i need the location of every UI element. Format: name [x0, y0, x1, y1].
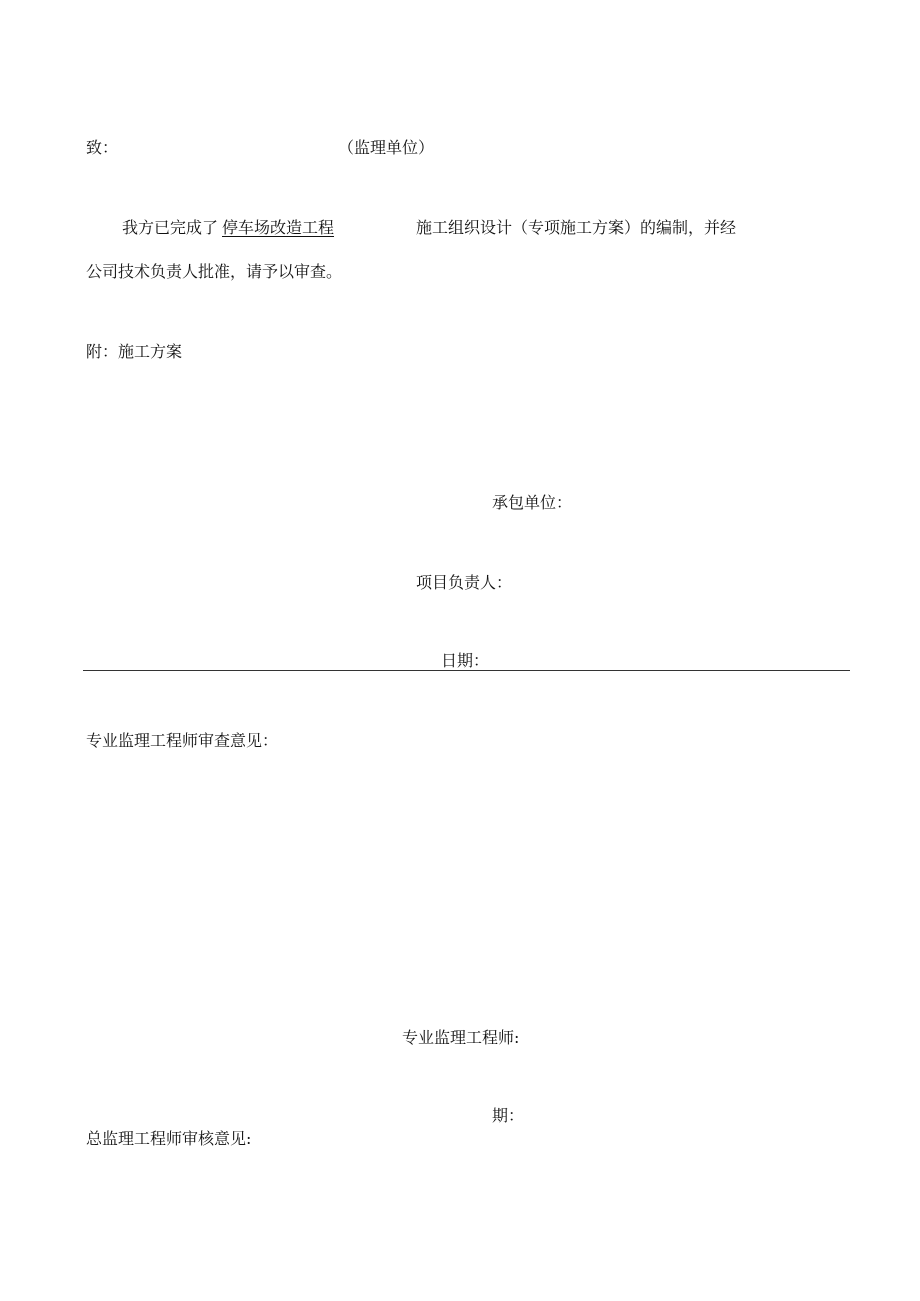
supervisor-unit-label: （监理单位） — [338, 138, 435, 157]
attachment-line: 附：施工方案 — [86, 342, 183, 361]
section-divider — [83, 670, 850, 671]
specialist-opinion-label: 专业监理工程师审查意见： — [86, 731, 279, 750]
specialist-date-label: 期： — [492, 1106, 525, 1125]
project-manager-label: 项目负责人： — [416, 573, 513, 592]
specialist-signer-label: 专业监理工程师: — [402, 1028, 520, 1047]
contractor-unit-label: 承包单位： — [492, 493, 573, 512]
approval-line: 公司技术负责人批准，请予以审查。 — [86, 262, 343, 281]
project-name: 停车场改造工程 — [222, 218, 335, 237]
completion-suffix: 施工组织设计（专项施工方案）的编制，并经 — [416, 218, 737, 237]
completion-prefix: 我方已完成了 — [122, 218, 219, 237]
to-label: 致： — [86, 138, 119, 157]
chief-opinion-label: 总监理工程师审核意见: — [86, 1129, 252, 1148]
contractor-date-label: 日期： — [441, 651, 490, 670]
